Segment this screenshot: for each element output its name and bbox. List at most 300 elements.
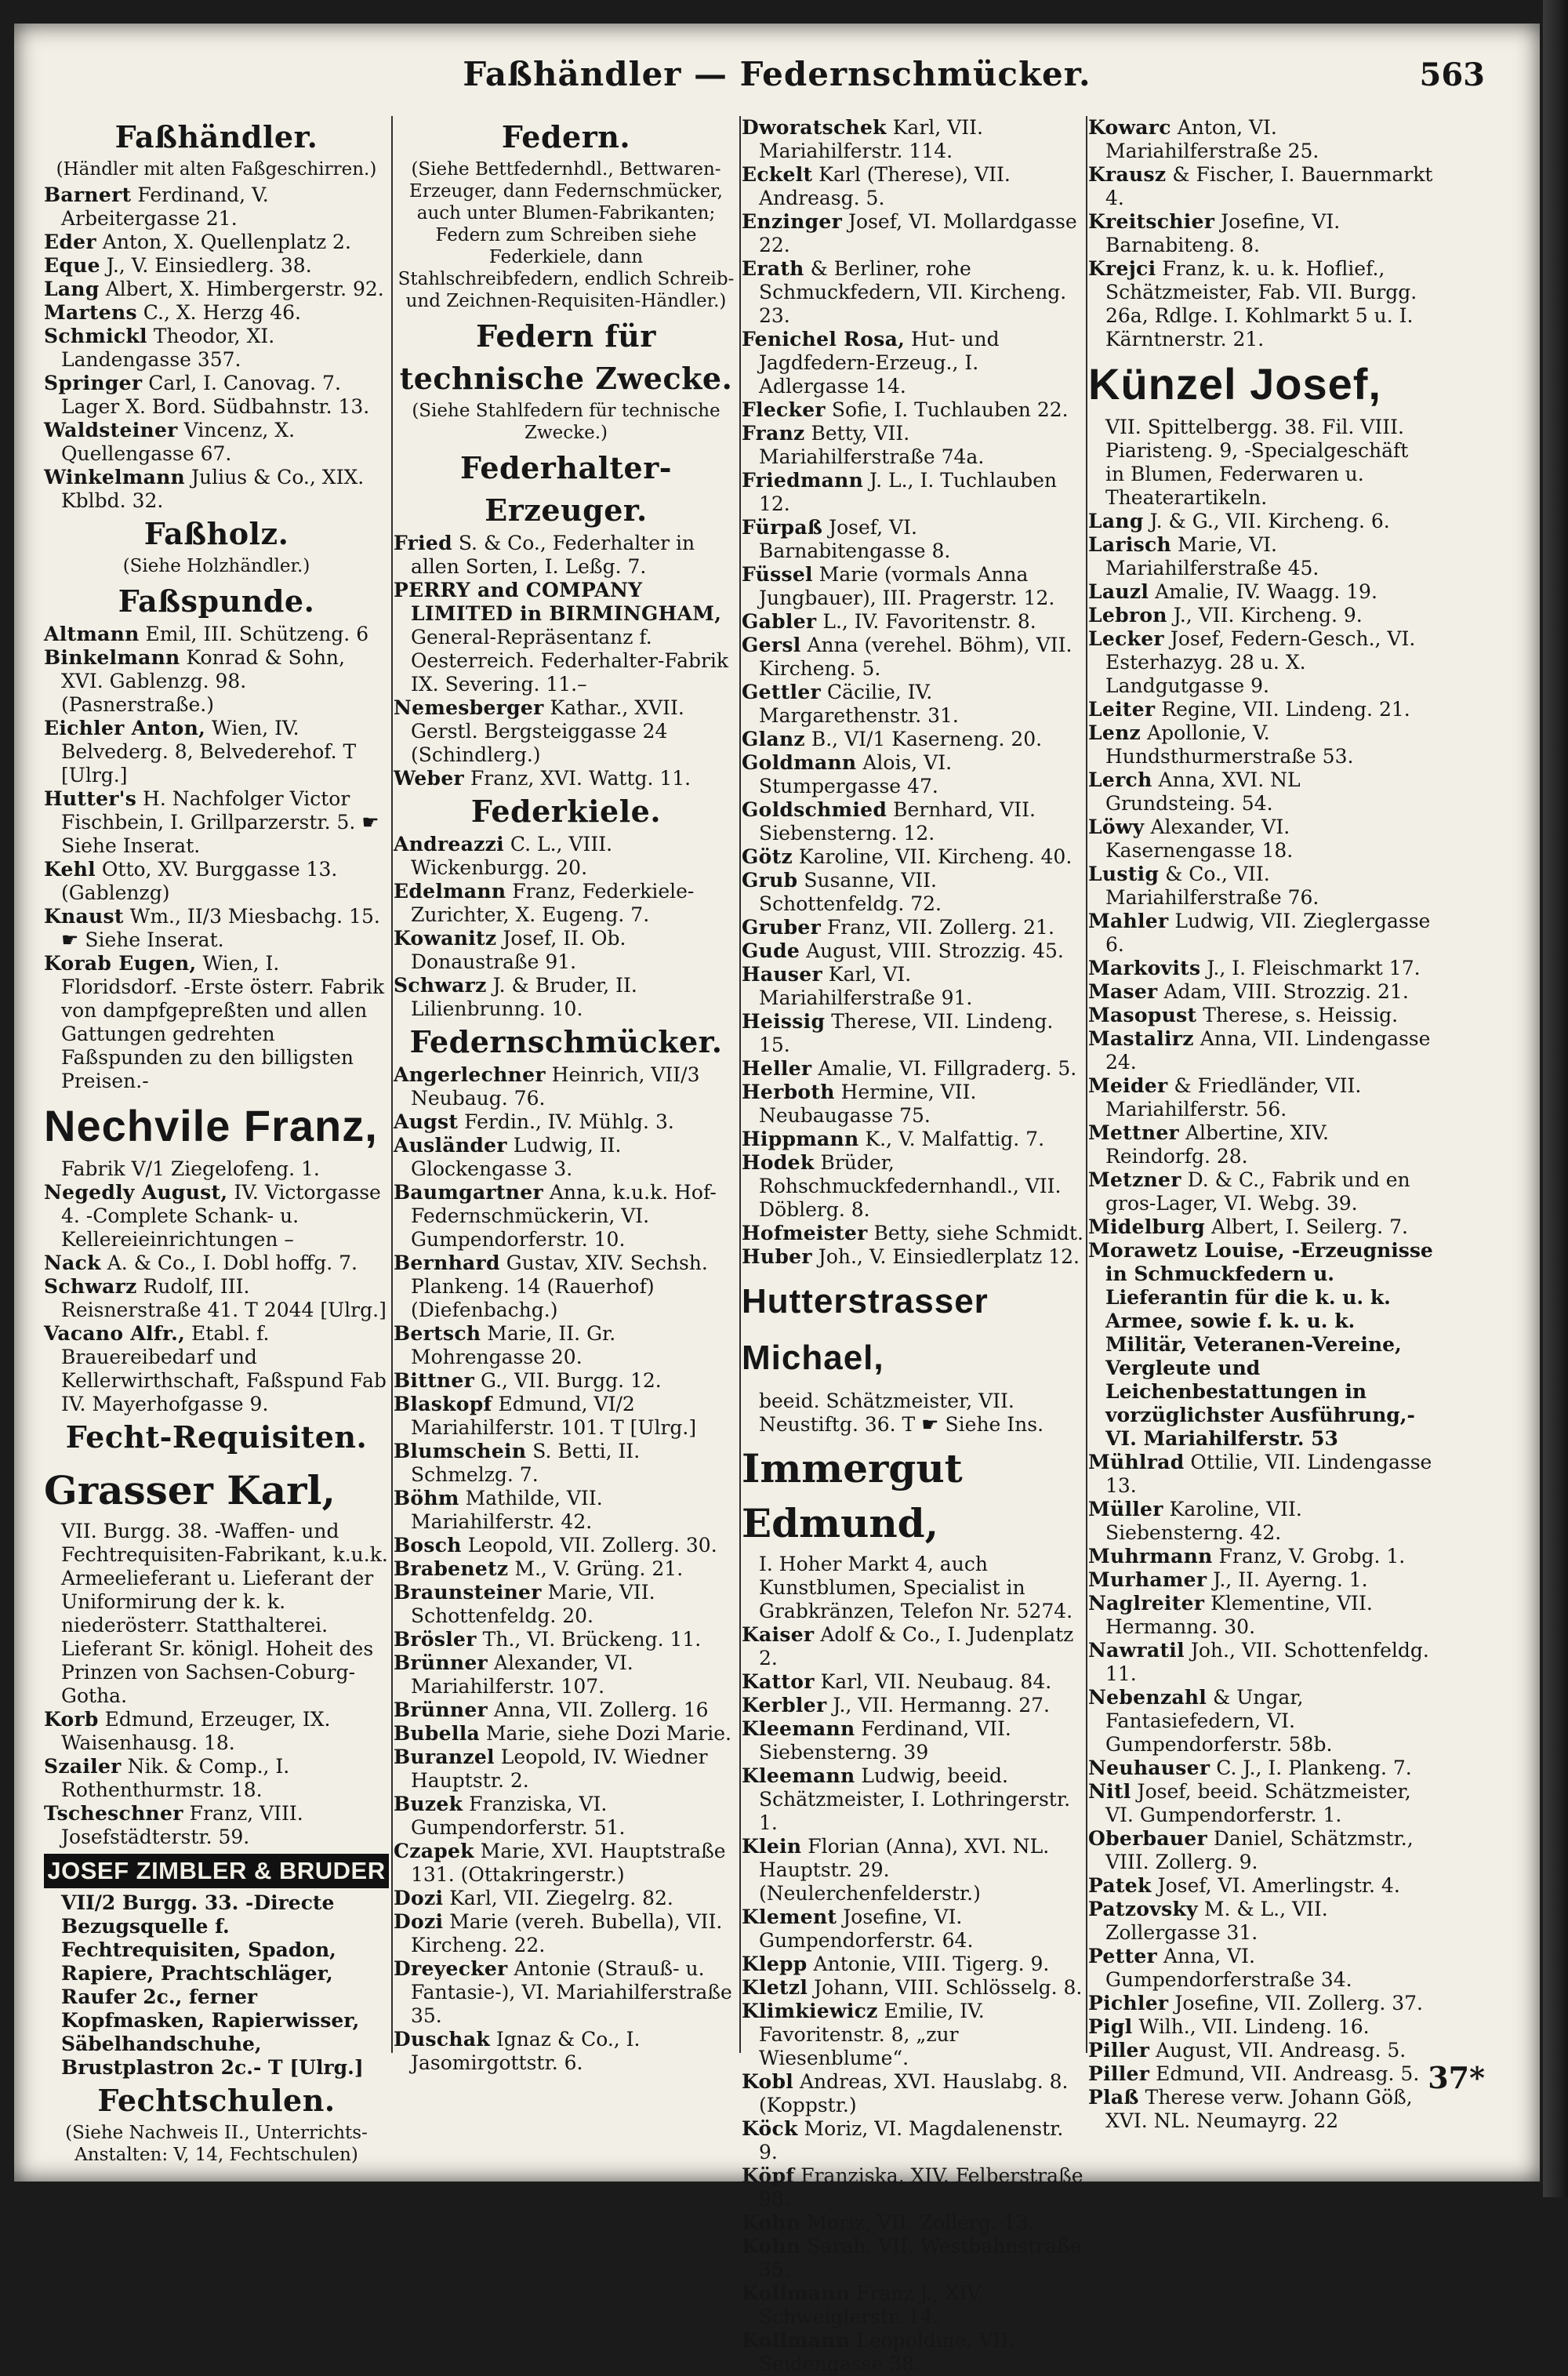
entry-name: Czapek <box>394 1840 474 1862</box>
directory-entry <box>1088 1992 1433 2015</box>
section-note: (Händler mit alten Faßgeschirren.) <box>56 159 377 180</box>
directory-entry <box>742 2235 1083 2282</box>
entry-name: Köck <box>742 2117 798 2140</box>
column-3 <box>742 116 1083 2375</box>
entry-name: Eckelt <box>742 163 813 186</box>
entry-name: Brabenetz <box>394 1557 509 1580</box>
entry-name: Maser <box>1088 980 1158 1003</box>
entry-details: Albertine, XIV. Reindorfg. 28. <box>1105 1121 1329 1168</box>
entry-details: Ferdin., IV. Mühlg. 3. <box>458 1110 674 1133</box>
entry-name: Bertsch <box>394 1322 481 1345</box>
directory-entry <box>742 939 1083 963</box>
entry-name: Schwarz <box>44 1275 137 1298</box>
entry-name: Goldmann <box>742 751 857 774</box>
directory-entry <box>44 325 389 372</box>
directory-entry <box>1088 604 1433 627</box>
entry-name: Goldschmied <box>742 798 887 821</box>
directory-entry <box>394 1651 739 1698</box>
directory-entry <box>394 1840 739 1887</box>
entry-details: Sarah, VII. Westbahnstraße 35. <box>759 2235 1082 2281</box>
entry-name: Heissig <box>742 1010 826 1033</box>
entry-details: Antonie, VIII. Tigerg. 9. <box>807 1953 1050 1975</box>
directory-entry <box>742 2000 1083 2070</box>
section-heading: Faßhändler. <box>114 119 318 154</box>
entry-name: Krejci <box>1088 257 1156 280</box>
entry-details: Moriz, VII. Zollerg. 13. <box>800 2211 1035 2234</box>
entry-name: Nawratil <box>1088 1639 1185 1662</box>
entry-details: Sofie, I. Tuchlauben 22. <box>825 398 1069 421</box>
entry-details: Alexander, VI. Mariahilferstr. 107. <box>411 1651 633 1698</box>
directory-entry <box>1088 163 1433 210</box>
entry-details: Ferdinand, V. Arbeitergasse 21. <box>61 183 269 230</box>
entry-details: Anton, X. Quellenplatz 2. <box>96 231 351 253</box>
directory-entry <box>742 610 1083 634</box>
entry-details: H. Nachfolger Victor Fischbein, I. Grillparzerstr. 5. ☛ Siehe Inserat. <box>61 787 379 857</box>
entry-details: Anna, VII. Zollerg. 16 <box>488 1698 709 1721</box>
entry-details: Carl, I. Canovag. 7. Lager X. Bord. Südbahnstr. 13. <box>61 372 370 418</box>
directory-entry <box>742 1245 1083 1269</box>
entry-name: Schwarz <box>394 974 487 997</box>
directory-entry <box>44 1275 389 1322</box>
entry-name: Vacano Alfr., <box>44 1322 186 1345</box>
entry-name: Kollmann <box>742 2329 851 2352</box>
display-advertisement-name: Immergut Edmund, <box>742 1445 963 1546</box>
directory-entry <box>394 1252 739 1322</box>
entry-details: Brüder, Rohschmuckfedernhandl., VII. Döblerg. 8. <box>759 1151 1062 1221</box>
directory-entry <box>742 963 1083 1010</box>
directory-entry <box>394 1393 739 1440</box>
entry-name: Pigl <box>1088 2015 1133 2038</box>
entry-name: Krausz <box>1088 163 1167 186</box>
entry-name: Andreazzi <box>394 833 504 856</box>
entry-name: Patek <box>1088 1874 1152 1897</box>
directory-entry <box>1088 1121 1433 1168</box>
entry-name: Baumgartner <box>394 1181 543 1204</box>
directory-entry <box>44 905 389 952</box>
entry-details: Vincenz, X. Quellengasse 67. <box>61 419 296 465</box>
directory-entry <box>394 1134 739 1181</box>
entry-details: Albert, X. Himbergerstr. 92. <box>99 278 384 300</box>
section-note: (Siehe Holzhändler.) <box>122 556 310 576</box>
directory-entry <box>742 728 1083 751</box>
entry-details: Franz, V. Grobg. 1. <box>1212 1545 1406 1568</box>
directory-entry <box>44 231 389 254</box>
directory-entry <box>1088 627 1433 698</box>
directory-entry <box>1088 510 1433 533</box>
entry-details: Franz, VIII. Josefstädterstr. 59. <box>61 1802 303 1848</box>
entry-name: Kowanitz <box>394 927 497 950</box>
directory-entry <box>1088 1027 1433 1074</box>
entry-name: Fürpaß <box>742 516 823 539</box>
entry-details: Amalie, VI. Fillgraderg. 5. <box>811 1057 1077 1080</box>
entry-details: Wilh., VII. Lindeng. 16. <box>1132 2015 1370 2038</box>
section-heading: Federkiele. <box>470 794 662 829</box>
directory-entry <box>742 1057 1083 1081</box>
entry-details: Daniel, Schätzmstr., VIII. Zollerg. 9. <box>1105 1827 1414 1873</box>
directory-entry <box>742 516 1083 563</box>
directory-entry <box>1088 1498 1433 1545</box>
entry-name: Duschak <box>394 2028 490 2051</box>
entry-name: Dworatschek <box>742 116 887 139</box>
directory-entry <box>742 1010 1083 1057</box>
entry-name: Franz <box>742 422 805 445</box>
directory-entry <box>394 767 739 790</box>
directory-entry <box>742 869 1083 916</box>
entry-details: Julius & Co., XIX. Kblbd. 32. <box>61 466 365 512</box>
entry-name: Böhm <box>394 1487 459 1510</box>
directory-entry <box>44 646 389 717</box>
section-heading: Federn. <box>501 119 631 154</box>
directory-entry <box>394 927 739 974</box>
directory-entry <box>1088 816 1433 863</box>
entry-details: C. J., I. Plankeng. 7. <box>1210 1757 1412 1779</box>
entry-details: Karl, VII. Mariahilferstr. 114. <box>759 116 983 162</box>
directory-entry <box>1088 957 1433 980</box>
entry-details: Franziska, VI. Gumpendorferstr. 51. <box>411 1793 626 1839</box>
directory-entry <box>1088 863 1433 910</box>
entry-details: Rudolf, III. Reisnerstraße 41. T 2044 [Ulrg.] <box>61 1275 387 1321</box>
entry-name: Brünner <box>394 1698 488 1721</box>
entry-details: Leopold, VII. Zollerg. 30. <box>461 1534 717 1557</box>
directory-entry <box>1088 2039 1433 2062</box>
directory-entry <box>742 845 1083 869</box>
entry-details: Hermine, VII. Neubaugasse 75. <box>759 1081 977 1127</box>
section-note: (Siehe Nachweis II., Unterrichts-Anstalten: V, 14, Fechtschulen) <box>65 2123 368 2165</box>
entry-name: Herboth <box>742 1081 835 1103</box>
running-head <box>14 47 1540 94</box>
entry-details: Emilie, IV. Favoritenstr. 8, „zur Wiesenblume“. <box>759 2000 985 2069</box>
entry-name: Angerlechner <box>394 1063 546 1086</box>
entry-details: Bernhard, VII. Siebensterng. 12. <box>759 798 1036 845</box>
directory-entry <box>742 634 1083 681</box>
entry-details: Th., VI. Brückeng. 11. <box>476 1628 702 1651</box>
entry-name: Hauser <box>742 963 822 986</box>
advertisement-banner: JOSEF ZIMBLER & BRUDER <box>44 1854 389 1888</box>
entry-details: Florian (Anna), XVI. NL. Hauptstr. 29. (Neulerchenfelderstr.) <box>759 1835 1050 1905</box>
entry-name: Murhamer <box>1088 1568 1207 1591</box>
entry-details: Franz J., XIV. Schweiglerstr. 14. <box>759 2282 984 2328</box>
entry-name: Brünner <box>394 1651 488 1674</box>
column-1 <box>44 116 389 2165</box>
entry-details: Ferdinand, VII. Siebensterng. 39 <box>759 1717 1011 1764</box>
directory-entry <box>742 1128 1083 1151</box>
entry-details: Anna (verehel. Böhm), VII. Kircheng. 5. <box>759 634 1073 680</box>
entry-name: Binkelmann <box>44 646 180 669</box>
entry-details: J., V. Einsiedlerg. 38. <box>100 254 312 277</box>
section-note: (Siehe Bettfedernhdl., Bettwaren-Erzeuger, dann Federnschmücker, auch unter Blumen-Fabrikanten; Federn zum Schreiben siehe Federkiele, dann Stahlschreibfedern, endlich Schreib- und Zeichnen-Requisiten-Händler.) <box>397 159 735 311</box>
entry-name: Lebron <box>1088 604 1167 627</box>
entry-details: Cäcilie, IV. Margarethenstr. 31. <box>759 681 959 727</box>
entry-details: Ludwig, II. Glockengasse 3. <box>411 1134 622 1180</box>
entry-details: D. & C., Fabrik und en gros-Lager, VI. Webg. 39. <box>1105 1168 1410 1215</box>
entry-details: S. & Co., Federhalter in allen Sorten, I. Leßg. 7. <box>411 532 695 578</box>
entry-name: Gettler <box>742 681 822 703</box>
directory-entry <box>44 623 389 646</box>
entry-name: Plaß <box>1088 2086 1139 2109</box>
entry-details: Theodor, XI. Landengasse 357. <box>61 325 275 371</box>
directory-entry <box>394 1487 739 1534</box>
entry-details: A. & Co., I. Dobl hoffg. 7. <box>100 1252 358 1274</box>
entry-name: Eder <box>44 231 96 253</box>
directory-entry <box>44 254 389 278</box>
entry-name: Hofmeister <box>742 1222 868 1244</box>
scan-edge <box>1543 0 1568 2197</box>
entry-details: Mathilde, VII. Mariahilferstr. 42. <box>411 1487 603 1533</box>
entry-name: Winkelmann <box>44 466 186 489</box>
entry-name: Köpf <box>742 2164 795 2187</box>
directory-entry <box>44 1322 389 1416</box>
directory-entry <box>394 1746 739 1793</box>
entry-name: Springer <box>44 372 143 394</box>
entry-details: Edmund, VII. Andreasg. 5. <box>1149 2062 1420 2085</box>
entry-name: Edelmann <box>394 880 506 903</box>
directory-entry <box>394 1181 739 1252</box>
entry-name: Bubella <box>394 1722 480 1745</box>
entry-name: Kobl <box>742 2070 794 2093</box>
entry-details: & Co., VII. Mariahilferstraße 76. <box>1105 863 1319 909</box>
entry-name: Füssel <box>742 563 813 586</box>
column-4 <box>1088 116 1433 2132</box>
column-rule <box>1086 116 1087 2053</box>
entry-details: Therese, VII. Lindeng. 15. <box>759 1010 1054 1056</box>
entry-details: Marie, VII. Schottenfeldg. 20. <box>411 1581 655 1627</box>
directory-entry <box>394 1698 739 1722</box>
directory-entry <box>394 833 739 880</box>
section-heading: Faßspunde. <box>118 583 315 619</box>
entry-details: General-Repräsentanz f. Oesterreich. Federhalter-Fabrik IX. Severing. 11.– <box>411 626 729 696</box>
entry-details: Wm., II/3 Miesbachg. 15. ☛ Siehe Inserat. <box>61 905 380 951</box>
entry-name: Friedmann <box>742 469 864 492</box>
directory-entry <box>1088 1451 1433 1498</box>
entry-name: Blumschein <box>394 1440 527 1462</box>
entry-name: Kletzl <box>742 1976 808 1999</box>
entry-details: -Erzeugnisse in Schmuckfedern u. Lieferantin für die k. u. k. Armee, sowie f. k. u. k. Militär, Veteranen-Vereine, Vergleute und Leichenbestattungen in vorzüglichster Ausführung,- VI. Mariahilferstr. 53 <box>1105 1239 1433 1450</box>
entry-name: Metzner <box>1088 1168 1181 1191</box>
entry-name: Patzovsky <box>1088 1898 1198 1920</box>
directory-entry <box>394 1440 739 1487</box>
entry-details: Josef, VI. Barnabitengasse 8. <box>759 516 951 562</box>
directory-entry <box>742 2117 1083 2164</box>
entry-details: C., X. Herzg 46. <box>136 301 302 324</box>
entry-name: Lenz <box>1088 721 1142 744</box>
directory-entry <box>742 1835 1083 1906</box>
directory-entry <box>742 163 1083 210</box>
entry-details: Franziska, XIV. Felberstraße 98. <box>759 2164 1083 2211</box>
entry-name: Waldsteiner <box>44 419 178 441</box>
directory-entry <box>44 301 389 325</box>
entry-details: Karl, VII. Ziegelrg. 82. <box>443 1887 673 1909</box>
advertisement-text: VII. Spittelbergg. 38. Fil. VIII. Piaristeng. 9, -Specialgeschäft in Blumen, Federwaren u. Theaterartikeln. <box>1105 416 1409 509</box>
entry-details: Moriz, VI. Magdalenenstr. 9. <box>759 2117 1064 2163</box>
entry-details: J. & G., VII. Kircheng. 6. <box>1143 510 1390 532</box>
directory-entry <box>394 1887 739 1910</box>
entry-name: Fried <box>394 532 452 554</box>
directory-entry <box>44 1252 389 1275</box>
entry-details: Susanne, VII. Schottenfeldg. 72. <box>759 869 942 915</box>
entry-name: Petter <box>1088 1945 1158 1967</box>
entry-details: S. Betti, II. Schmelzg. 7. <box>411 1440 641 1486</box>
directory-entry <box>1088 910 1433 957</box>
entry-details: August, VIII. Strozzig. 45. <box>800 939 1064 962</box>
display-advertisement-name: Grasser Karl, <box>44 1467 336 1513</box>
directory-entry <box>742 563 1083 610</box>
section-heading: Federnschmücker. <box>409 1024 723 1059</box>
entry-details: Leopold, IV. Wiedner Hauptstr. 2. <box>411 1746 708 1792</box>
entry-name: Tscheschner <box>44 1802 183 1825</box>
entry-name: Blaskopf <box>394 1393 492 1415</box>
directory-entry <box>394 1910 739 1957</box>
entry-name: Naglreiter <box>1088 1592 1205 1615</box>
entry-name: Lang <box>44 278 100 300</box>
entry-name: Kohn <box>742 2235 801 2258</box>
entry-details: Franz, Federkiele-Zurichter, X. Eugeng. 7. <box>411 880 695 926</box>
directory-entry <box>44 183 389 231</box>
directory-entry <box>394 1322 739 1369</box>
display-advertisement-name: Künzel Josef, <box>1088 359 1381 409</box>
directory-entry <box>742 2211 1083 2235</box>
entry-name: Morawetz Louise, <box>1088 1239 1286 1262</box>
directory-entry <box>742 1222 1083 1245</box>
directory-entry <box>394 1957 739 2028</box>
entry-details: Alexander, VI. Kasernengasse 18. <box>1105 816 1294 862</box>
entry-name: Ausländer <box>394 1134 507 1157</box>
page-title: Faßhändler — Federnschmücker. <box>463 55 1091 93</box>
entry-name: Enzinger <box>742 210 843 233</box>
entry-details: M., V. Grüng. 21. <box>508 1557 684 1580</box>
entry-details: J. L., I. Tuchlauben 12. <box>759 469 1057 515</box>
entry-name: Altmann <box>44 623 140 645</box>
entry-details: Joh., V. Einsiedlerplatz 12. <box>811 1245 1080 1268</box>
entry-name: Kaiser <box>742 1623 815 1646</box>
advertisement-text: VII. Burgg. 38. -Waffen- und Fechtrequisiten-Fabrikant, k.u.k. Armeelieferant u. Lieferant der Uniformirung der k. k. niederösterr. Statthalterei. Lieferant Sr. königl. Hoheit des Prinzen von Sachsen-Coburg-Gotha. <box>61 1520 388 1707</box>
directory-entry <box>742 398 1083 422</box>
entry-name: Heller <box>742 1057 812 1080</box>
entry-details: Wien, IV. Belvederg. 8, Belvederehof. T [Ulrg.] <box>61 717 357 787</box>
entry-name: Kleemann <box>742 1717 855 1740</box>
directory-entry <box>1088 2062 1433 2086</box>
entry-name: Brösler <box>394 1628 477 1651</box>
entry-name: Dozi <box>394 1910 444 1933</box>
entry-details: & Fischer, I. Bauernmarkt 4. <box>1105 163 1433 209</box>
directory-entry <box>44 1708 389 1755</box>
entry-details: Josef, beeid. Schätzmeister, VI. Gumpendorferstr. 1. <box>1105 1780 1411 1826</box>
directory-entry <box>742 1081 1083 1128</box>
entry-name: Korb <box>44 1708 99 1731</box>
directory-entry <box>742 1694 1083 1717</box>
entry-name: Leiter <box>1088 698 1156 721</box>
entry-details: L., IV. Favoritenstr. 8. <box>816 610 1036 633</box>
entry-details: Konrad & Sohn, XVI. Gablenzg. 98. (Pasnerstraße.) <box>61 646 345 716</box>
advertisement-text: VII/2 Burgg. 33. -Directe Bezugsquelle f. Fechtrequisiten, Spadon, Rapiere, Prachtschläger, Raufer 2c., ferner Kopfmasken, Rapierwisser, Säbelhandschuhe, Brustplastron 2c.- T [Ulrg.] <box>61 1891 364 2079</box>
entry-details: Josefine, VI. Gumpendorferstr. 64. <box>759 1906 974 1952</box>
directory-entry <box>44 278 389 301</box>
entry-details: Karl, VI. Mariahilferstraße 91. <box>759 963 973 1009</box>
directory-entry <box>394 2028 739 2075</box>
entry-details: & Berliner, rohe Schmuckfedern, VII. Kircheng. 23. <box>759 257 1067 327</box>
directory-entry <box>1088 2015 1433 2039</box>
entry-details: J., II. Ayerng. 1. <box>1207 1568 1368 1591</box>
entry-name: Lerch <box>1088 768 1152 791</box>
entry-name: Klein <box>742 1835 802 1858</box>
directory-entry <box>394 579 739 696</box>
entry-details: Adolf & Co., I. Judenplatz 2. <box>759 1623 1074 1669</box>
entry-name: Bittner <box>394 1369 475 1392</box>
entry-name: Huber <box>742 1245 812 1268</box>
directory-entry <box>742 798 1083 845</box>
entry-name: Meider <box>1088 1074 1168 1097</box>
entry-details: Andreas, XVI. Hauslabg. 8. (Koppstr.) <box>759 2070 1069 2116</box>
directory-entry <box>1088 580 1433 604</box>
entry-name: Larisch <box>1088 533 1172 556</box>
entry-name: Muhrmann <box>1088 1545 1213 1568</box>
entry-name: Dreyecker <box>394 1957 508 1980</box>
entry-details: B., VI/1 Kaserneng. 20. <box>804 728 1043 750</box>
entry-details: Marie (vereh. Bubella), VII. Kircheng. 22. <box>411 1910 723 1956</box>
directory-entry <box>742 1670 1083 1694</box>
directory-entry <box>1088 1874 1433 1898</box>
entry-name: Götz <box>742 845 793 868</box>
entry-details: Joh., VII. Schottenfeldg. 11. <box>1105 1639 1429 1685</box>
entry-details: Alois, VI. Stumpergasse 47. <box>759 751 953 797</box>
entry-name: Nitl <box>1088 1780 1131 1803</box>
entry-name: Löwy <box>1088 816 1145 838</box>
entry-details: Betty, siehe Schmidt. <box>867 1222 1083 1244</box>
entry-details: M. & L., VII. Zollergasse 31. <box>1105 1898 1328 1944</box>
entry-details: Anna, VI. Gumpendorferstraße 34. <box>1105 1945 1352 1991</box>
entry-details: Franz, k. u. k. Hoflief., Schätzmeister, Fab. VII. Burgg. 26a, Rdlge. I. Kohlmarkt 5 u. I. Kärntnerstr. 21. <box>1105 257 1417 351</box>
entry-details: Josef, VI. Amerlingstr. 4. <box>1151 1874 1400 1897</box>
entry-name: Markovits <box>1088 957 1201 979</box>
entry-details: Marie, siehe Dozi Marie. <box>480 1722 731 1745</box>
entry-details: Kathar., XVII. Gerstl. Bergsteiggasse 24 (Schindlerg.) <box>411 696 684 766</box>
entry-details: Therese, s. Heissig. <box>1196 1004 1399 1026</box>
entry-details: August, VII. Andreasg. 5. <box>1149 2039 1406 2062</box>
entry-name: Negedly August, <box>44 1181 228 1204</box>
entry-name: Masopust <box>1088 1004 1197 1026</box>
directory-entry <box>742 116 1083 163</box>
entry-details: J., VII. Kircheng. 9. <box>1167 604 1363 627</box>
directory-entry <box>742 1623 1083 1670</box>
directory-entry <box>1088 1074 1433 1121</box>
directory-entry <box>44 1181 389 1252</box>
entry-details: Ottilie, VII. Lindengasse 13. <box>1105 1451 1432 1497</box>
directory-entry <box>394 1534 739 1557</box>
entry-name: Piller <box>1088 2039 1150 2062</box>
directory-entry <box>1088 2086 1433 2133</box>
entry-details: Nik. & Comp., I. Rothenthurmstr. 18. <box>61 1755 290 1801</box>
entry-name: Kerbler <box>742 1694 827 1717</box>
entry-name: Klimkiewicz <box>742 2000 878 2022</box>
directory-entry <box>1088 116 1433 163</box>
entry-details: Edmund, VI/2 Mariahilferstr. 101. T [Ulrg.] <box>411 1393 697 1439</box>
entry-name: Hutter's <box>44 787 137 810</box>
entry-name: Pichler <box>1088 1992 1169 2015</box>
section-heading: Federhalter-Erzeuger. <box>459 450 673 528</box>
entry-name: Kehl <box>44 858 96 881</box>
entry-details: Otto, XV. Burggasse 13. (Gablenzg) <box>61 858 338 904</box>
entry-details: Hut- und Jagdfedern-Erzeug., I. Adlergasse 14. <box>759 328 1000 398</box>
directory-entry <box>1088 698 1433 721</box>
section-note: (Siehe Stahlfedern für technische Zwecke.) <box>412 401 720 443</box>
entry-name: Augst <box>394 1110 459 1133</box>
entry-details: J., I. Fleischmarkt 17. <box>1200 957 1421 979</box>
entry-name: Fenichel Rosa, <box>742 328 906 351</box>
directory-entry <box>394 1722 739 1746</box>
entry-name: PERRY and COMPANY LIMITED in BIRMINGHAM, <box>394 579 722 625</box>
entry-details: Klementine, VII. Hermanng. 30. <box>1105 1592 1373 1638</box>
entry-name: Mettner <box>1088 1121 1180 1144</box>
entry-details: Anna, k.u.k. Hof-Federnschmückerin, VI. Gumpendorferstr. 10. <box>411 1181 717 1251</box>
